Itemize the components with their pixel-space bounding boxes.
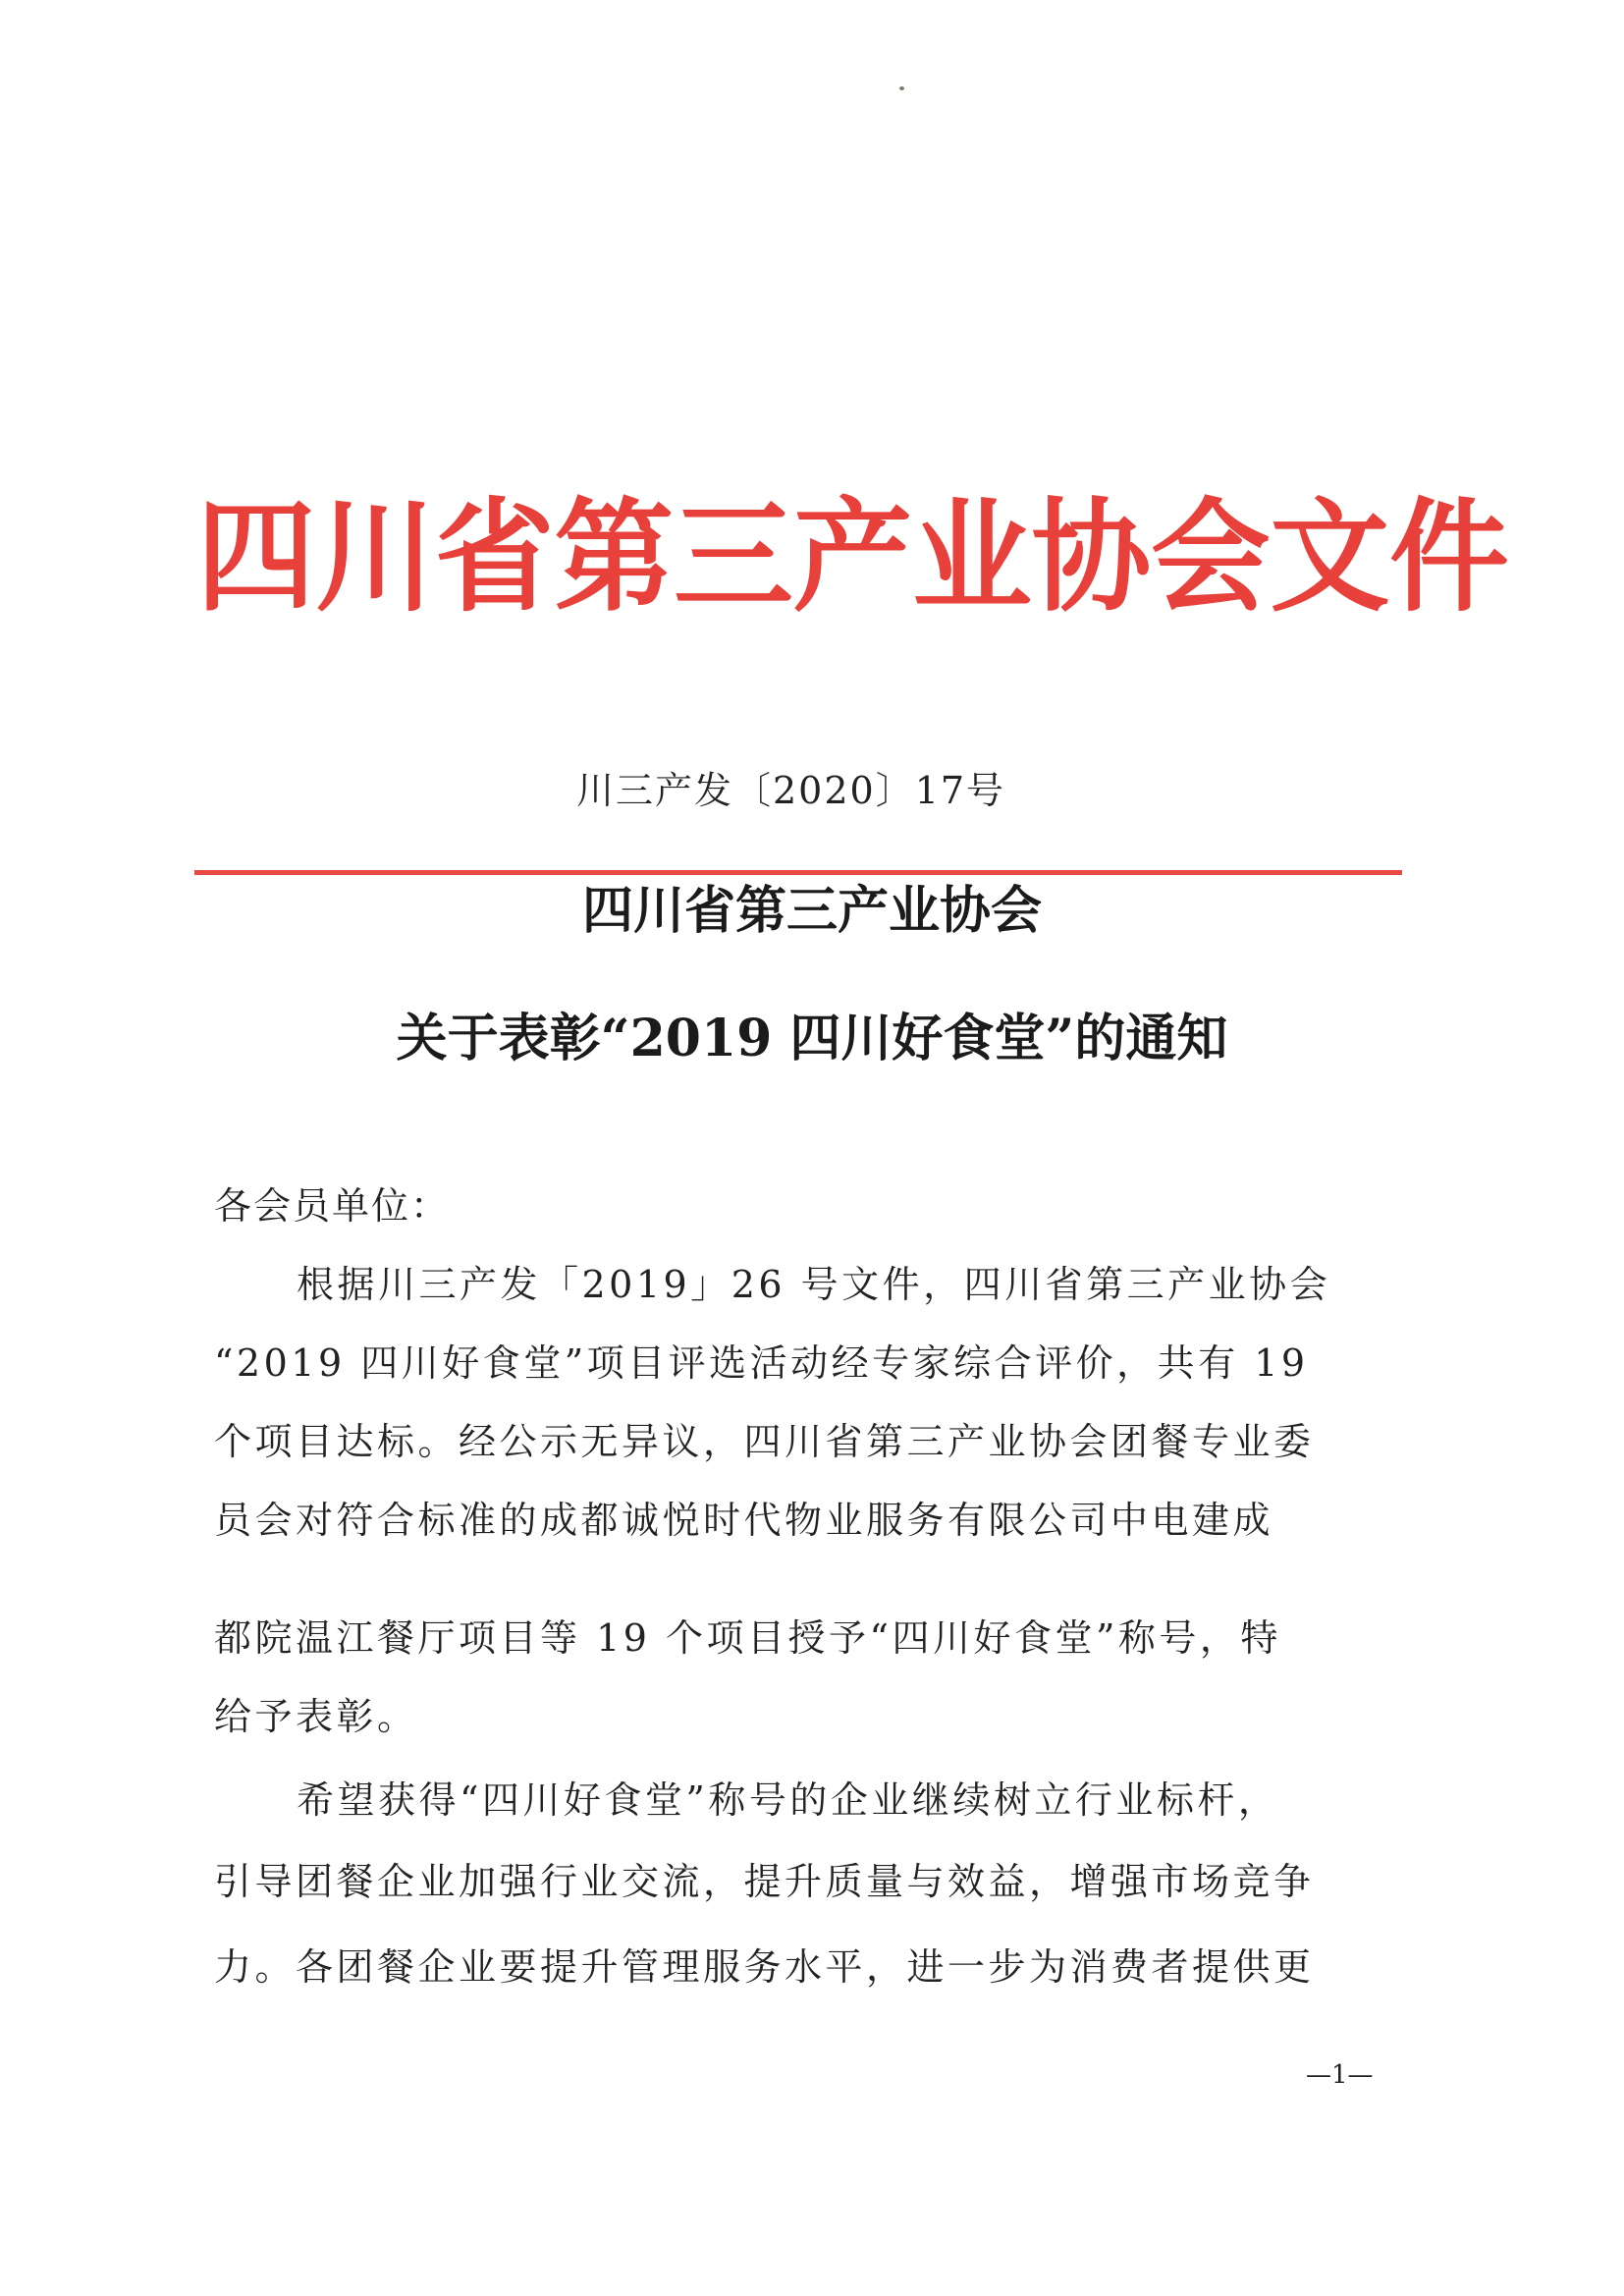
page-number: —1—: [1306, 2060, 1374, 2090]
body-line: 员会对符合标准的成都诚悦时代物业服务有限公司中电建成: [214, 1499, 1274, 1542]
body-line: 给予表彰。: [214, 1695, 418, 1738]
body-line: “2019 四川好食堂”项目评选活动经专家综合评价，共有 19: [214, 1341, 1309, 1385]
salutation: 各会员单位：: [214, 1184, 451, 1228]
header-title: 四川省第三产业协会文件: [196, 486, 1509, 629]
notice-title-line-2: 关于表彰“2019 四川好食堂”的通知: [396, 1009, 1228, 1068]
body-line: 根据川三产发「2019」26 号文件，四川省第三产业协会: [297, 1263, 1331, 1306]
notice-title-line-1: 四川省第三产业协会: [581, 881, 1042, 941]
body-line: 力。各团餐企业要提升管理服务水平，进一步为消费者提供更: [214, 1945, 1315, 1989]
document-number: 川三产发〔2020〕17号: [576, 769, 1006, 812]
body-line: 希望获得“四川好食堂”称号的企业继续树立行业标杆，: [297, 1778, 1279, 1822]
body-line: 引导团餐企业加强行业交流，提升质量与效益，增强市场竞争: [214, 1860, 1315, 1903]
body-line: 个项目达标。经公示无异议，四川省第三产业协会团餐专业委: [214, 1420, 1315, 1463]
body-line: 都院温江餐厅项目等 19 个项目授予“四川好食堂”称号，特: [214, 1616, 1281, 1660]
scan-speck: [899, 86, 904, 90]
